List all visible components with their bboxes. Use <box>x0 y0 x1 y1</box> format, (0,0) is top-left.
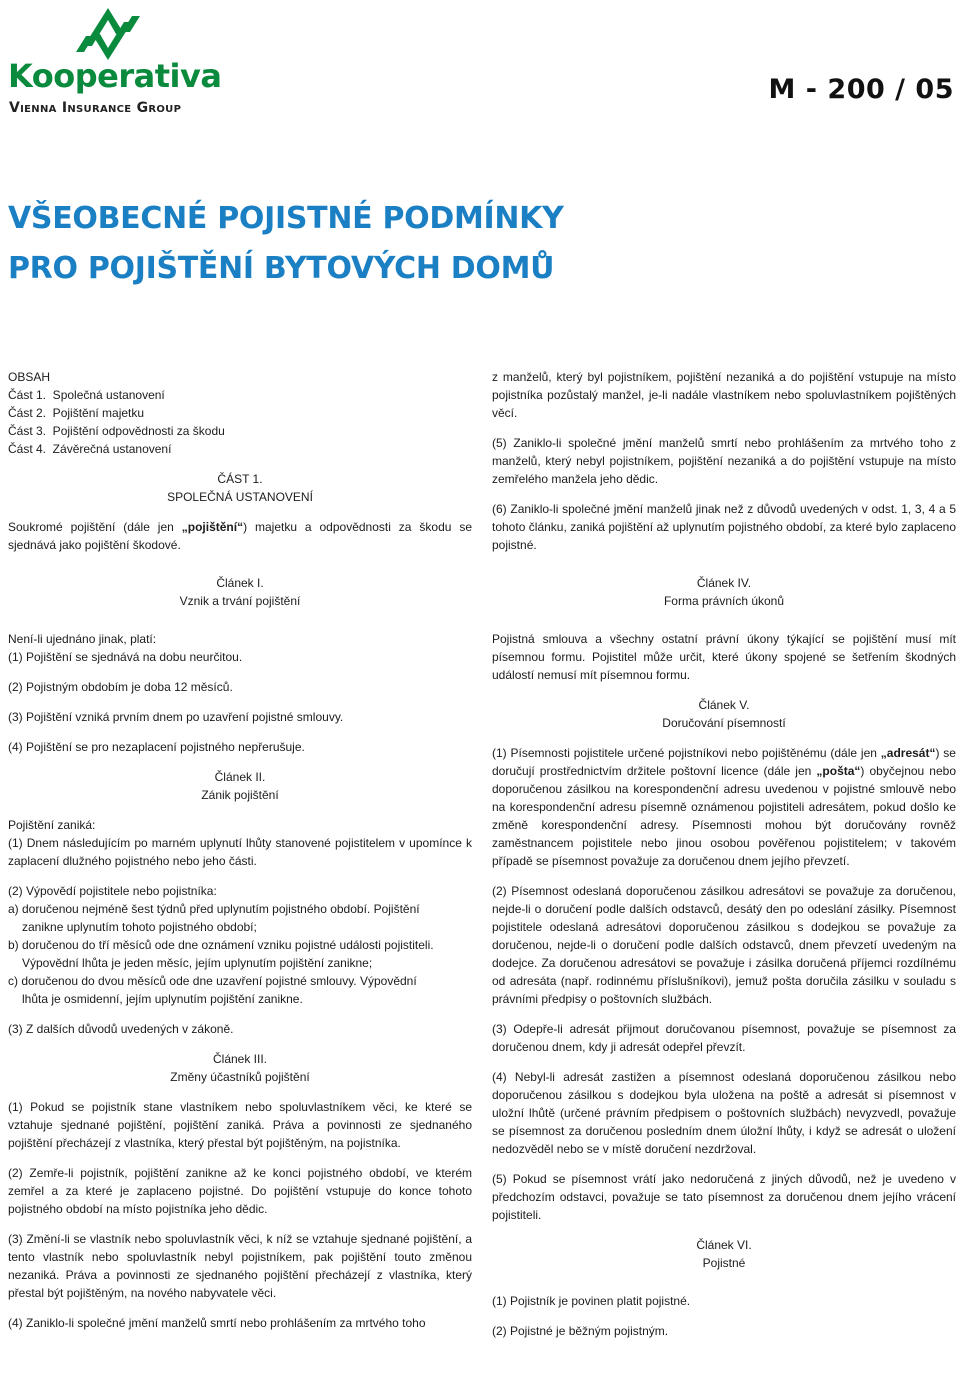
article-title: Doručování písemností <box>662 716 786 730</box>
toc-item: Část 1. Společná ustanovení <box>8 388 165 402</box>
article-number: Článek II. <box>214 770 266 784</box>
part-intro: Soukromé pojištění (dále jen „pojištění“) majetku a odpovědnosti za škodu se sjednává jako pojištění škodové. <box>8 520 472 552</box>
list-item: zanikne uplynutím tohoto pojistného období; <box>22 920 257 934</box>
kooperativa-emblem-icon <box>72 6 144 62</box>
article-number: Článek I. <box>216 576 264 590</box>
paragraph: (3) Změní-li se vlastník nebo spoluvlastník věci, k níž se vztahuje sjednané pojištění, a tento vlastník nebo spoluvlastník nebyl pojistníkem, pak pojištění touto změnou nezaniká. Práva a povinnosti ze sjednaného pojištění přecházejí z vlastníka, který přestal být pojištěným, na nového nabyvatele věci. <box>8 1232 472 1300</box>
toc-item: Část 3. Pojištění odpovědnosti za škodu <box>8 424 225 438</box>
brand-name: Kooperativa <box>8 57 222 95</box>
article-number: Článek III. <box>212 1052 268 1066</box>
left-column <box>8 368 472 1332</box>
paragraph: (3) Z dalších důvodů uvedených v zákoně. <box>8 1022 234 1036</box>
document-title-line1: VŠEOBECNÉ POJISTNÉ PODMÍNKY <box>8 201 564 236</box>
toc-item: Část 4. Závěrečná ustanovení <box>8 442 172 456</box>
paragraph: (2) Pojistným obdobím je doba 12 měsíců. <box>8 680 233 694</box>
paragraph: (2) Výpovědí pojistitele nebo pojistníka: <box>8 884 217 898</box>
paragraph: (2) Písemnost odeslaná doporučenou zásilkou adresátovi se považuje za doručenou, nejde-li o doručení podle dalších odstavců, desátý den po odeslání zásilky. Písemnost pojistitele odeslaná adresátovi doporučenou zásilkou s dodejkou se považuje za doručenou, nejde-li o doručení podle dalších odstavců, dnem převzetí uvedeným na dodejce. Za doručenou adresátovi se považuje i zásilka doručená příjemci rozdílnému od adresáta (např. rodinnému příslušníkovi), jemuž pošta doručila zásilku v souladu s právními předpisy o poštovních službách. <box>492 884 956 1006</box>
paragraph: (2) Pojistné je běžným pojistným. <box>492 1324 669 1338</box>
paragraph: Není-li ujednáno jinak, platí: <box>8 632 157 646</box>
paragraph: (3) Pojištění vzniká prvním dnem po uzavření pojistné smlouvy. <box>8 710 344 724</box>
paragraph: Pojistná smlouva a všechny ostatní právní úkony týkající se pojištění musí mít písemnou formu. Pojistitel může určit, které úkony spojené se šetřením škodných událostí nemusí mít písemnou formu. <box>492 632 956 682</box>
list-item: Výpovědní lhůta je jeden měsíc, jejím uplynutím pojištění zanikne; <box>22 956 373 970</box>
list-item: b) doručenou do tří měsíců ode dne oznámení vzniku pojistné události pojistiteli. <box>8 938 434 952</box>
document-title-line2: PRO POJIŠTĚNÍ BYTOVÝCH DOMŮ <box>8 251 555 286</box>
paragraph: (2) Zemře-li pojistník, pojištění zanikne až ke konci pojistného období, ve kterém zemřel a za které je zaplaceno pojistné. Do pojištění vstupuje do konce tohoto pojistného období na místo pojistníka jeho dědic. <box>8 1166 472 1216</box>
paragraph: (5) Zaniklo-li společné jmění manželů smrtí nebo prohlášením za mrtvého toho z manželů, který nebyl pojistníkem, pojištění nezaniká a do pojištění vstupuje na místo zemřelého manžela jeho dědic. <box>492 436 956 486</box>
paragraph: (5) Pokud se písemnost vrátí jako nedoručená z jiných důvodů, než je uvedeno v předchozím odstavci, považuje se tato písemnost za doručenou dnem jejího vrácení pojistiteli. <box>492 1172 956 1222</box>
right-column <box>492 368 956 1340</box>
article-number: Článek VI. <box>696 1238 752 1252</box>
toc-item: Část 2. Pojištění majetku <box>8 406 145 420</box>
brand-group: Vienna Insurance Group <box>9 100 182 116</box>
paragraph: z manželů, který byl pojistníkem, pojištění nezaniká a do pojištění vstupuje na místo pojistníka pozůstalý manžel, je-li nadále vlastníkem nebo spoluvlastníkem pojištěných věcí. <box>492 370 956 420</box>
part-name: SPOLEČNÁ USTANOVENÍ <box>167 490 313 504</box>
paragraph: (4) Pojištění se pro nezaplacení pojistného nepřerušuje. <box>8 740 305 754</box>
list-item: c) doručenou do dvou měsíců ode dne uzavření pojistné smlouvy. Výpovědní <box>8 974 417 988</box>
article-number: Článek IV. <box>696 576 752 590</box>
paragraph: (4) Zaniklo-li společné jmění manželů smrtí nebo prohlášením za mrtvého toho <box>8 1316 426 1330</box>
paragraph: (4) Nebyl-li adresát zastižen a písemnost odeslaná doporučenou zásilkou nebo doporučenou zásilkou s dodejkou byla uložena na poště a adresát si písemnost v uložní lhůtě (určené právním předpisem o poštovních službách) nevyzvedl, považuje se písemnost za doručenou posledním dnem úložní lhůty, i když se adresát o uložení nedozvěděl nebo se v místě doručení nezdržoval. <box>492 1070 956 1156</box>
list-item: lhůta je osmidenní, jejím uplynutím pojištění zanikne. <box>22 992 303 1006</box>
paragraph: (1) Písemnosti pojistitele určené pojistníkovi nebo pojištěnému (dále jen „adresát“) se doručují prostřednictvím držitele poštovní licence (dále jen „pošta“) obyčejnou nebo doporučenou zásilkou na korespondenční adresu uvedenou v pojistné smlouvě nebo na korespondenční adresu písemně oznámenou pojistiteli adresátem, pokud došlo ke změně korespondenční adresy. Písemnosti mohou být doručovány rovněž zaměstnancem pojistitele nebo jinou osobou pověřenou pojistitelem; v takovém případě se písemnost považuje za doručenou dnem jejího převzetí. <box>492 746 956 868</box>
paragraph: Pojištění zaniká: <box>8 818 96 832</box>
paragraph: (1) Pojistník je povinen platit pojistné. <box>492 1294 691 1308</box>
article-title: Zánik pojištění <box>201 788 279 802</box>
article-number: Článek V. <box>698 698 750 712</box>
article-title: Forma právních úkonů <box>663 594 785 608</box>
paragraph: (1) Dnem následujícím po marném uplynutí lhůty stanovené pojistitelem v upomínce k zaplacení dlužného pojistného nebo jeho části. <box>8 836 472 868</box>
document-code: M - 200 / 05 <box>768 74 954 105</box>
paragraph: (1) Pokud se pojistník stane vlastníkem nebo spoluvlastníkem věci, ke které se vztahuje sjednané pojištění, pojištění zaniká. Práva a povinnosti ze sjednaného pojištění přecházejí z vlastníka, který přestal být pojištěným, na pojistníka. <box>8 1100 472 1150</box>
article-title: Změny účastníků pojištění <box>170 1070 310 1084</box>
list-item: a) doručenou nejméně šest týdnů před uplynutím pojistného období. Pojištění <box>8 902 420 916</box>
paragraph: (6) Zaniklo-li společné jmění manželů jinak než z důvodů uvedených v odst. 1, 3, 4 a 5 tohoto článku, zaniká pojištění až uplynutím pojistného období, za které bylo zaplaceno pojistné. <box>492 502 956 552</box>
paragraph: (1) Pojištění se sjednává na dobu neurčitou. <box>8 650 243 664</box>
toc-heading: OBSAH <box>8 370 51 384</box>
kooperativa-logo <box>8 6 222 118</box>
article-title: Vznik a trvání pojištění <box>179 594 301 608</box>
part-label: ČÁST 1. <box>217 472 263 486</box>
paragraph: (3) Odepře-li adresát přijmout doručovanou písemnost, považuje se písemnost za doručenou dnem, kdy ji adresát odepřel převzít. <box>492 1022 956 1054</box>
article-title: Pojistné <box>702 1256 746 1270</box>
